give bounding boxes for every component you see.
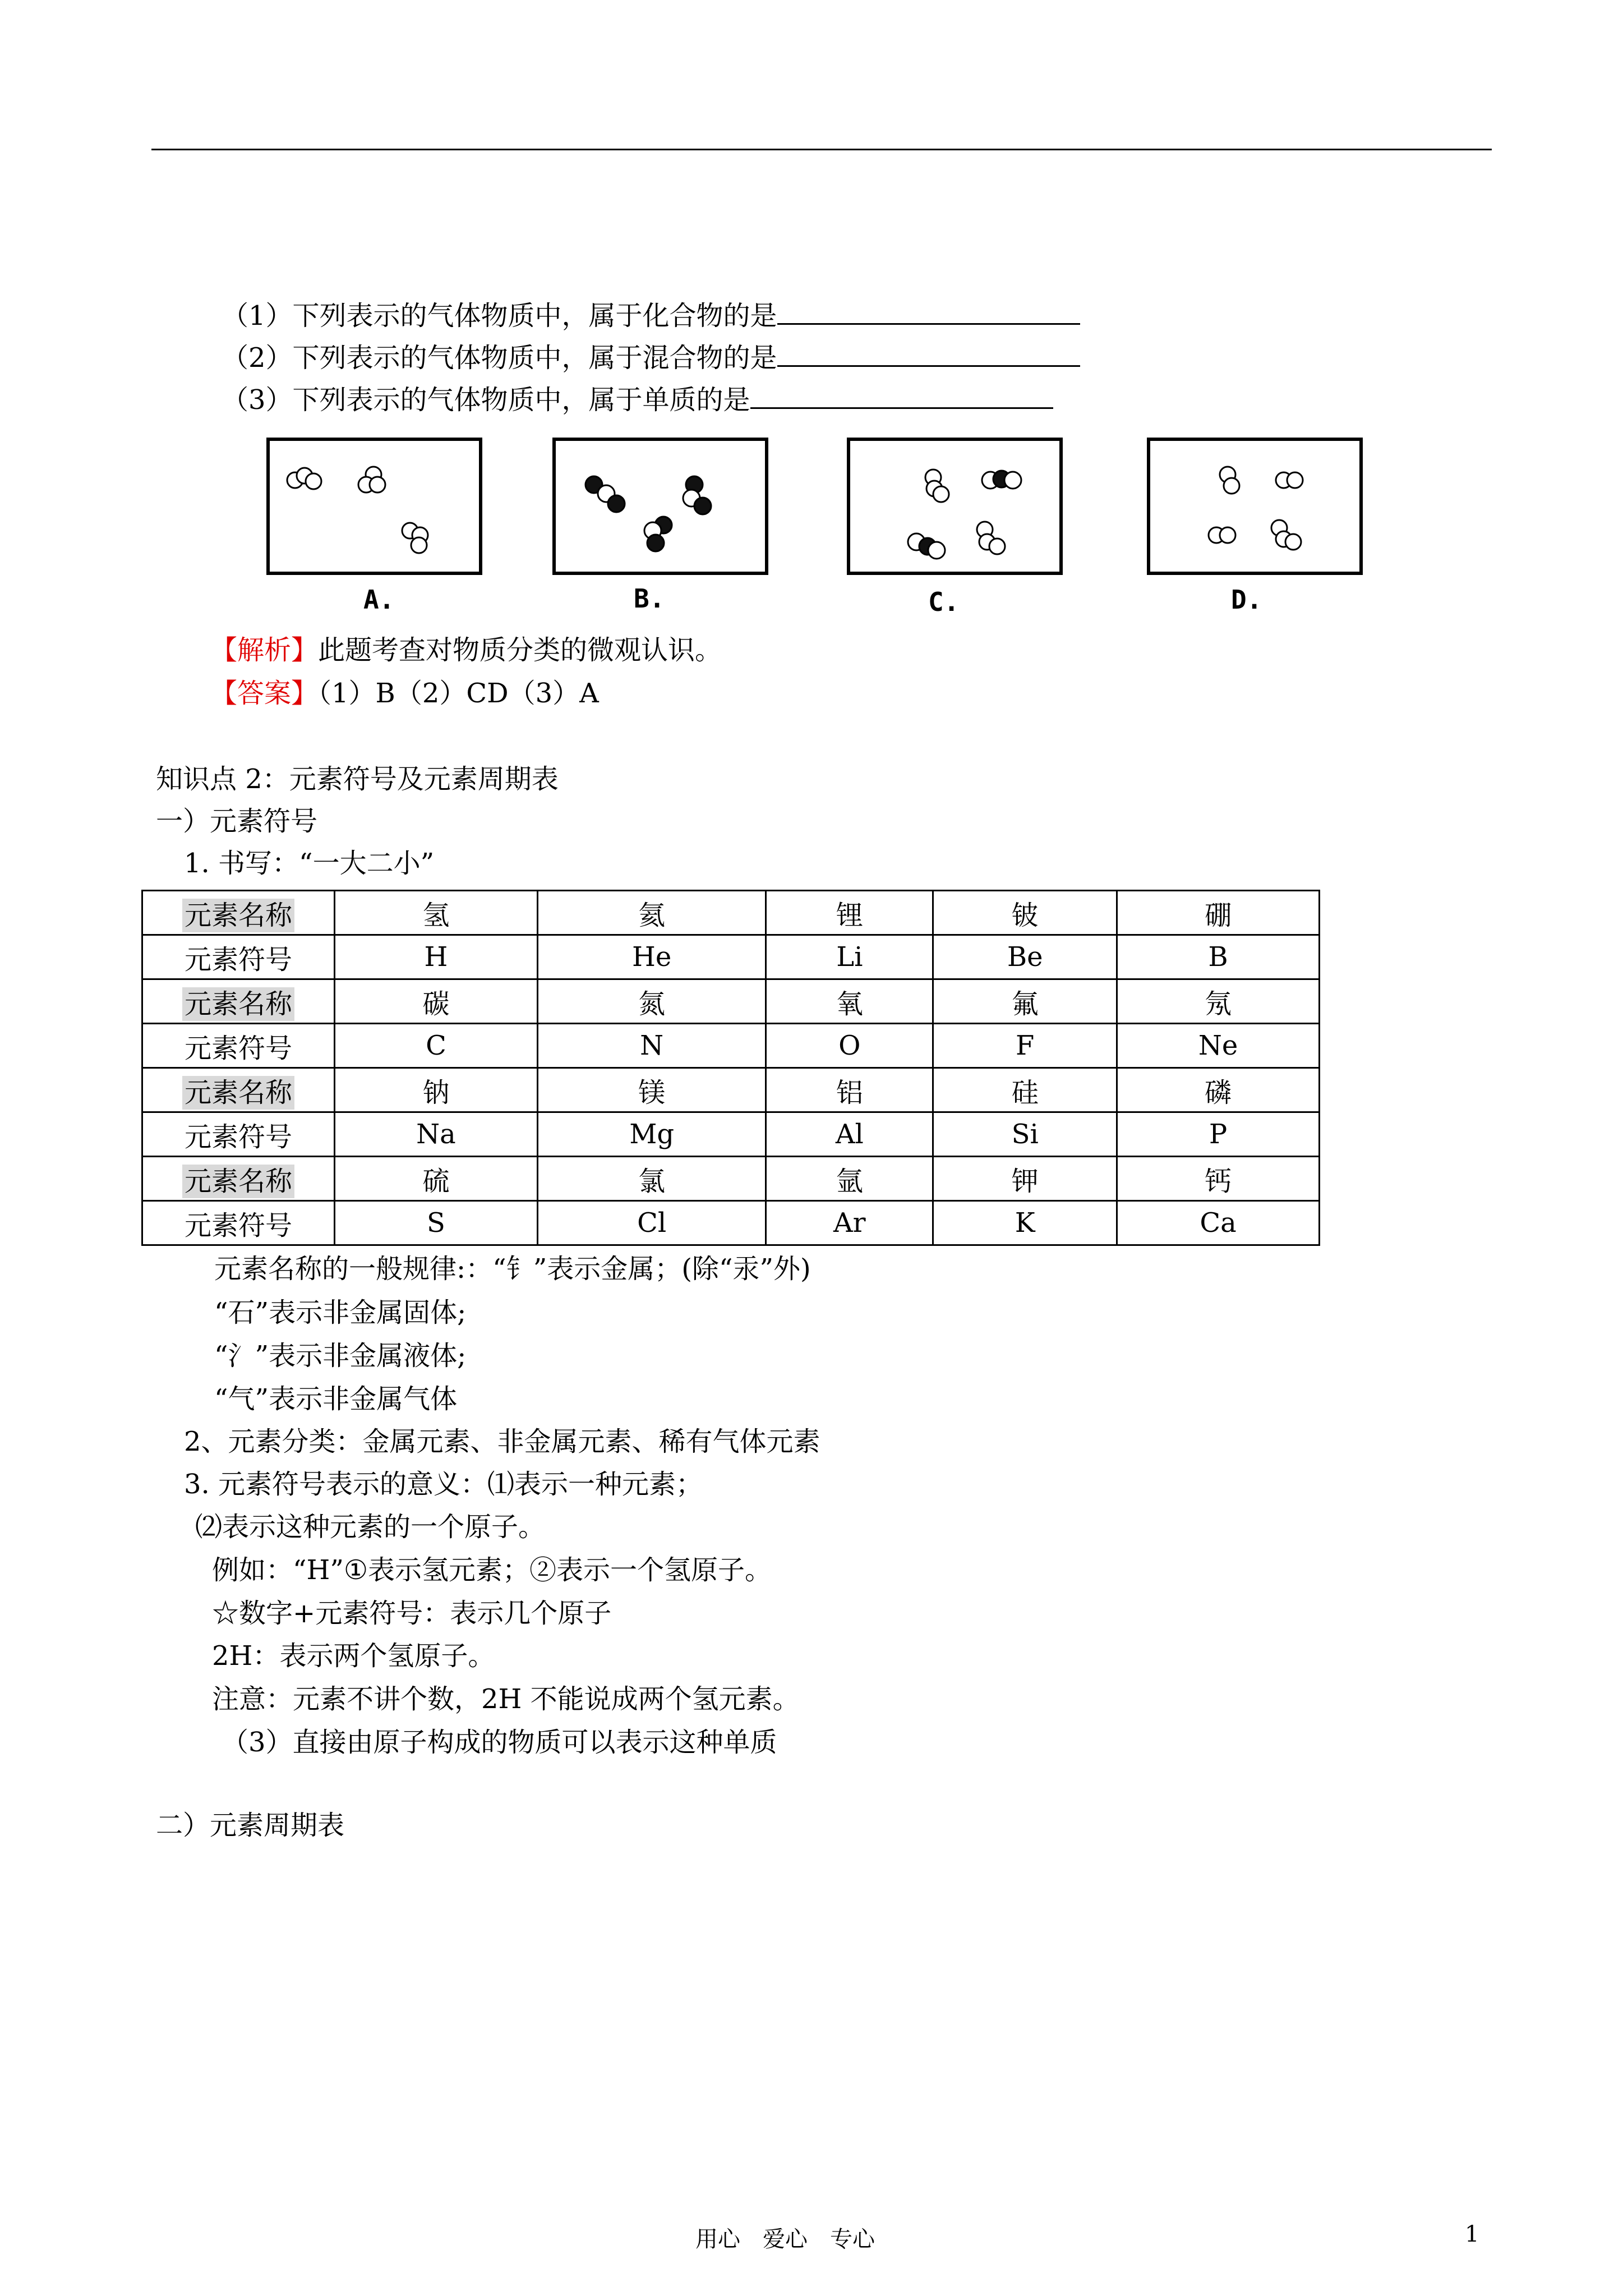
table-row: [142, 979, 1320, 1024]
analysis-text: 此题考查对物质分类的微观认识。: [318, 634, 722, 666]
answer-blank-2[interactable]: [777, 343, 1080, 367]
symbol-meaning-1: 3. 元素符号表示的意义：⑴表示一种元素；: [184, 1469, 703, 1500]
table-cell: B: [1117, 935, 1320, 979]
row-header: 元素名称: [142, 891, 335, 935]
table-cell: Ne: [1117, 1024, 1320, 1068]
table-cell: Cl: [537, 1201, 766, 1245]
molecules-c: [850, 441, 1059, 572]
table-cell: F: [933, 1024, 1117, 1068]
analysis-line: [210, 634, 722, 666]
row-header: 元素名称: [142, 1068, 335, 1112]
table-row: [142, 1157, 1320, 1201]
answer-line: [210, 680, 599, 707]
figure-box-c: [847, 438, 1063, 575]
table-cell: Be: [933, 935, 1117, 979]
question-2: [222, 342, 1080, 374]
writing-rule: 1. 书写：“一大二小”: [184, 848, 435, 879]
table-cell: Ca: [1117, 1201, 1320, 1245]
note-line: 注意：元素不讲个数，2H 不能说成两个氢元素。: [212, 1683, 800, 1715]
table-cell: 钾: [933, 1157, 1117, 1201]
table-cell: 氟: [933, 979, 1117, 1024]
row-header: 元素名称: [142, 979, 335, 1024]
figure-label-a: A.: [363, 585, 395, 615]
table-cell: 氖: [1117, 979, 1320, 1024]
section-title: 知识点 2：元素符号及元素周期表: [156, 763, 559, 795]
table-cell: 氦: [537, 891, 766, 935]
answer-tag: 【答案】: [210, 678, 319, 709]
table-cell: 钠: [335, 1068, 538, 1112]
table-row: [142, 891, 1320, 935]
table-cell: 氧: [766, 979, 933, 1024]
rule-gas: “气”表示非金属气体: [214, 1383, 458, 1415]
table-cell: 硫: [335, 1157, 538, 1201]
table-row: [142, 1201, 1320, 1245]
answer-text: （1）B（2）CD（3）A: [318, 678, 599, 709]
table-cell: 硼: [1117, 891, 1320, 935]
footer-slogan: 用心 爱心 专心: [695, 2226, 875, 2252]
row-header: 元素符号: [142, 1024, 335, 1068]
figure-box-b: [552, 438, 768, 575]
table-cell: C: [335, 1024, 538, 1068]
row-header: 元素符号: [142, 935, 335, 979]
figure-label-c: C.: [928, 587, 960, 617]
table-row: [142, 935, 1320, 979]
symbol-meaning-3: （3）直接由原子构成的物质可以表示这种单质: [222, 1727, 777, 1758]
answer-blank-3[interactable]: [750, 385, 1053, 409]
figure-box-d: [1147, 438, 1363, 575]
molecules-d: [1150, 441, 1359, 572]
table-cell: Li: [766, 935, 933, 979]
analysis-tag: 【解析】: [210, 634, 319, 666]
answer-blank-1[interactable]: [777, 301, 1080, 325]
question-3: [222, 384, 1053, 416]
table-cell: 锂: [766, 891, 933, 935]
table-cell: He: [537, 935, 766, 979]
table-cell: Na: [335, 1112, 538, 1157]
table-cell: 氢: [335, 891, 538, 935]
table-cell: 钙: [1117, 1157, 1320, 1201]
table-cell: Mg: [537, 1112, 766, 1157]
row-header: 元素名称: [142, 1157, 335, 1201]
table-cell: Ar: [766, 1201, 933, 1245]
table-cell: S: [335, 1201, 538, 1245]
table-cell: H: [335, 935, 538, 979]
subsection-periodic-table: 二）元素周期表: [156, 1810, 345, 1841]
molecules-b: [556, 441, 765, 572]
table-cell: 碳: [335, 979, 538, 1024]
question-3-text: （3）下列表示的气体物质中，属于单质的是: [222, 384, 750, 416]
table-row: [142, 1112, 1320, 1157]
table-row: [142, 1068, 1320, 1112]
table-cell: 镁: [537, 1068, 766, 1112]
table-cell: O: [766, 1024, 933, 1068]
two-h-line: 2H：表示两个氢原子。: [212, 1640, 495, 1672]
element-classification: 2、元素分类：金属元素、非金属元素、稀有气体元素: [184, 1426, 820, 1457]
table-cell: K: [933, 1201, 1117, 1245]
subsection-element-symbols: 一）元素符号: [156, 806, 318, 837]
figure-box-a: [266, 438, 482, 575]
table-cell: 硅: [933, 1068, 1117, 1112]
table-cell: P: [1117, 1112, 1320, 1157]
row-header: 元素符号: [142, 1112, 335, 1157]
rule-solid: “石”表示非金属固体;: [214, 1297, 467, 1328]
question-1: [222, 300, 1080, 332]
table-cell: 磷: [1117, 1068, 1320, 1112]
table-cell: 氩: [766, 1157, 933, 1201]
table-cell: Al: [766, 1112, 933, 1157]
rule-metal: 元素名称的一般规律:：“钅”表示金属；(除“汞”外): [214, 1253, 811, 1285]
header-rule: [151, 149, 1492, 150]
number-plus-symbol: ☆数字+元素符号：表示几个原子: [212, 1598, 612, 1629]
row-header: 元素符号: [142, 1201, 335, 1245]
table-cell: 铍: [933, 891, 1117, 935]
figure-label-b: B.: [634, 583, 665, 614]
table-row: [142, 1024, 1320, 1068]
element-table: [141, 890, 1320, 1246]
table-cell: 氯: [537, 1157, 766, 1201]
rule-liquid: “氵”表示非金属液体;: [214, 1340, 467, 1372]
symbol-meaning-2: ⑵表示这种元素的一个原子。: [195, 1511, 546, 1543]
page-number: 1: [1465, 2221, 1479, 2247]
table-cell: N: [537, 1024, 766, 1068]
figure-label-d: D.: [1231, 585, 1262, 615]
table-cell: Si: [933, 1112, 1117, 1157]
table-cell: 铝: [766, 1068, 933, 1112]
table-cell: 氮: [537, 979, 766, 1024]
question-2-text: （2）下列表示的气体物质中，属于混合物的是: [222, 342, 777, 374]
question-1-text: （1）下列表示的气体物质中，属于化合物的是: [222, 300, 777, 332]
example-line: 例如：“H”①表示氢元素；②表示一个氢原子。: [212, 1554, 772, 1586]
molecules-a: [270, 441, 479, 572]
